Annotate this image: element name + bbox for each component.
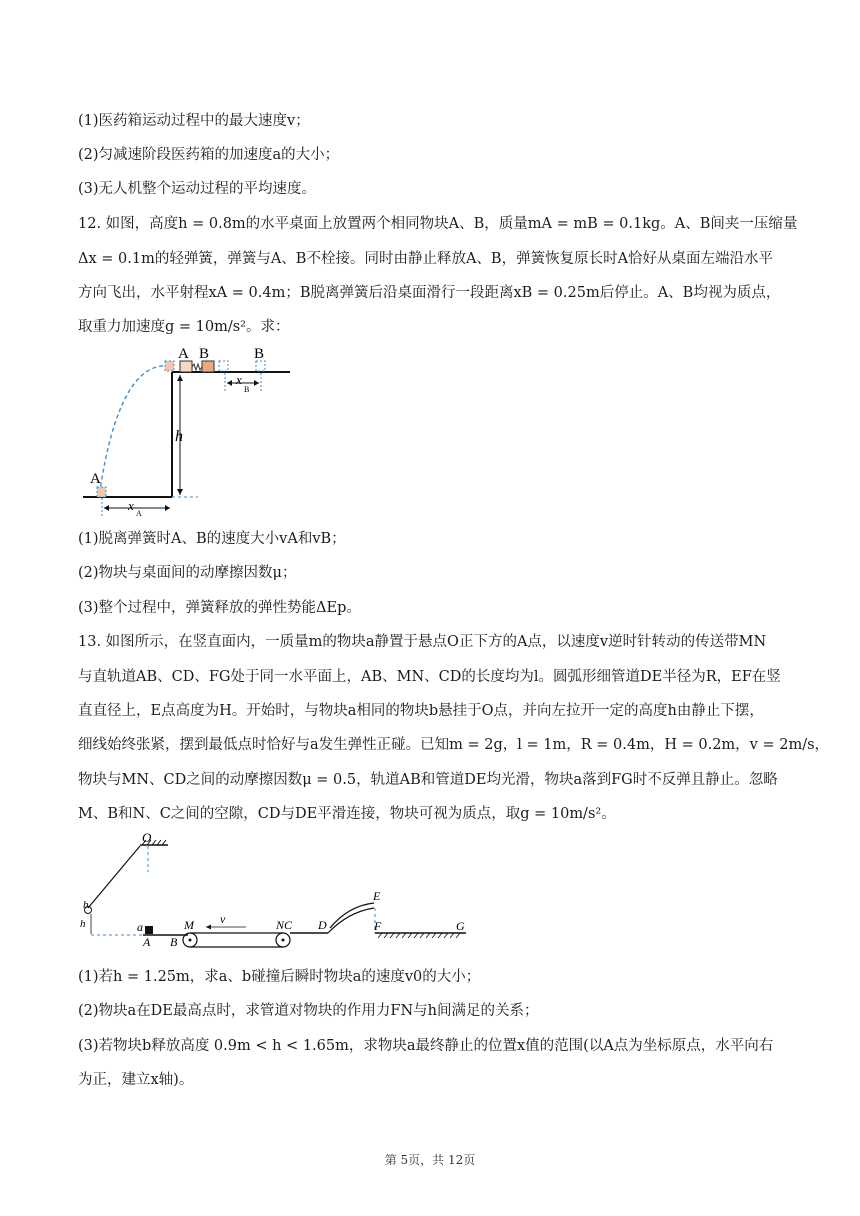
q13-label-D: D [318, 918, 327, 932]
q11-part-2: (2)匀减速阶段医药箱的加速度a的大小； [78, 147, 340, 163]
q12-label-b-right: B [254, 346, 265, 362]
q12-part-2: (2)物块与桌面间的动摩擦因数μ； [78, 565, 297, 581]
q13-part-2: (2)物块a在DE最高点时，求管道对物块的作用力FN与h间满足的关系； [78, 1003, 539, 1019]
q12-stem-line-4: 取重力加速度g = 10m/s²。求： [78, 319, 290, 335]
q13-part-1: (1)若h = 1.25m，求a、b碰撞后瞬时物块a的速度v0的大小； [78, 969, 481, 985]
q13-label-a: a [137, 920, 143, 934]
q12-figure [80, 340, 295, 520]
q12-part-1: (1)脱离弹簧时A、B的速度大小vA和vB； [78, 531, 346, 547]
q13-label-G: G [456, 919, 465, 933]
q13-stem-line-1: 13. 如图所示，在竖直面内，一质量m的物块a静置于悬点O正下方的A点，以速度v逆时针转动的传送带MN [78, 634, 767, 650]
q11-part-1: (1)医药箱运动过程中的最大速度v； [78, 113, 310, 129]
q13-stem-line-4: 细线始终张紧，摆到最低点时恰好与a发生弹性正碰。已知m = 2g，l = 1m，R = 0.4m，H = 0.2m，v = 2m/s， [78, 737, 830, 753]
q12-label-h: h [175, 428, 183, 445]
q12-part-3: (3)整个过程中，弹簧释放的弹性势能ΔEp。 [78, 600, 361, 616]
q13-stem-line-3: 直直径上，E点高度为H。开始时，与物块a相同的物块b悬挂于O点，并向左拉开一定的高度h由静止下摆， [78, 703, 764, 719]
q13-figure [78, 830, 478, 950]
q12-label-xb: x [236, 372, 242, 387]
q13-stem-line-6: M、B和N、C之间的空隙，CD与DE平滑连接，物块可视为质点，取g = 10m/s²。 [78, 806, 616, 822]
q13-label-F: F [374, 919, 382, 933]
q12-label-xb-sub: B [244, 385, 250, 394]
page-footer: 第 5页，共 12页 [384, 1153, 476, 1167]
q12-stem-line-3: 方向飞出，水平射程xA = 0.4m；B脱离弹簧后沿桌面滑行一段距离xB = 0.25m后停止。A、B均视为质点， [78, 285, 781, 301]
q12-label-a-top: A [178, 346, 189, 362]
q12-stem-line-2: Δx = 0.1m的轻弹簧，弹簧与A、B不栓接。同时由静止释放A、B，弹簧恢复原长时A恰好从桌面左端沿水平 [78, 251, 774, 267]
q12-stem-line-1: 12. 如图，高度h = 0.8m的水平桌面上放置两个相同物块A、B，质量mA = mB = 0.1kg。A、B间夹一压缩量 [78, 216, 798, 232]
q13-label-nc: NC [276, 918, 293, 932]
q11-part-3: (3)无人机整个运动过程的平均速度。 [78, 181, 317, 197]
q13-label-E: E [373, 889, 381, 903]
q13-label-A: A [143, 935, 151, 949]
q13-part-3-line-1: (3)若物块b释放高度 0.9m < h < 1.65m，求物块a最终静止的位置x值的范围(以A点为坐标原点，水平向右 [78, 1038, 774, 1054]
q12-label-a-bottom: A [90, 471, 101, 487]
q13-label-M: M [184, 918, 194, 932]
q12-label-xa: x [128, 498, 134, 513]
q13-label-v: v [220, 912, 226, 926]
q13-stem-line-2: 与直轨道AB、CD、FG处于同一水平面上，AB、MN、CD的长度均为l。圆弧形细管道DE半径为R，EF在竖 [78, 669, 781, 685]
q13-label-b: b [83, 899, 89, 911]
q13-label-o: O [142, 830, 152, 845]
q13-part-3-line-2: 为正，建立x轴)。 [78, 1072, 194, 1088]
q12-label-xa-sub: A [136, 509, 142, 518]
q12-label-b-top: B [199, 346, 210, 362]
q13-label-h: h [80, 918, 86, 930]
q13-label-B: B [170, 935, 178, 949]
q13-stem-line-5: 物块与MN、CD之间的动摩擦因数μ = 0.5，轨道AB和管道DE均光滑，物块a落到FG时不反弹且静止。忽略 [78, 772, 778, 788]
